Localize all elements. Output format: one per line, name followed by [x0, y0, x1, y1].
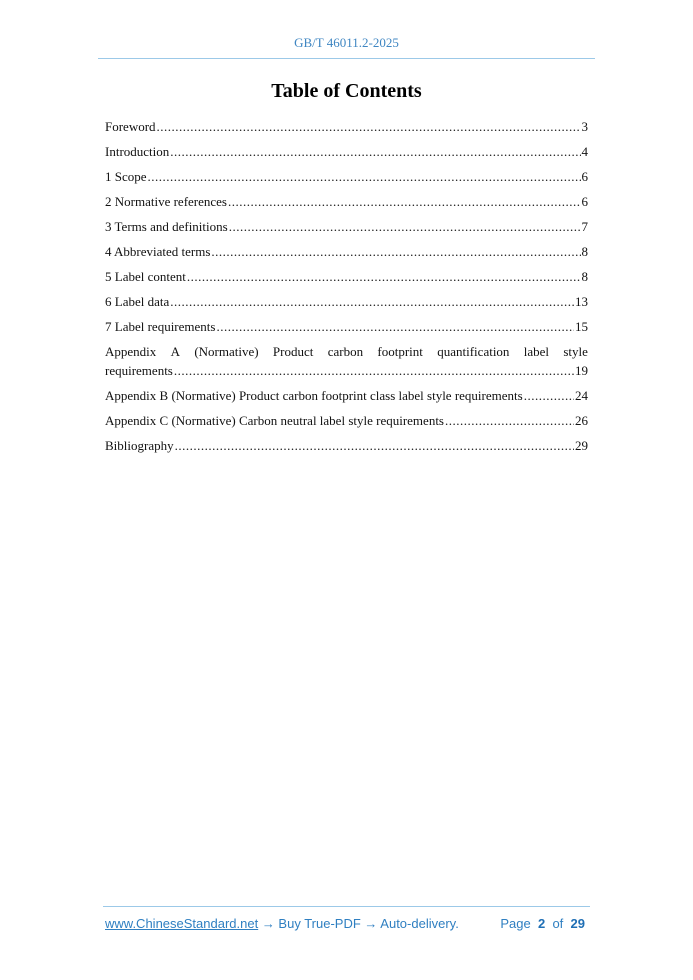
- toc-entry-label-data[interactable]: [105, 292, 588, 311]
- dot-leader: [170, 142, 580, 161]
- toc-entry-terms-definitions[interactable]: [105, 217, 588, 236]
- dot-leader: [211, 242, 580, 261]
- toc-entry-page: 3: [581, 119, 588, 134]
- word: style: [563, 344, 588, 359]
- footer-tagline: → Buy True-PDF → Auto-delivery.: [258, 916, 459, 931]
- toc-entry-label: 1 Scope: [105, 169, 147, 184]
- table-of-contents: [105, 117, 588, 461]
- toc-entry-page: 8: [581, 269, 588, 284]
- footer-promo: [105, 916, 459, 931]
- page-indicator: [500, 916, 585, 931]
- toc-entry-page: 6: [581, 169, 588, 184]
- dot-leader: [148, 167, 581, 186]
- total-pages-number: 29: [570, 916, 585, 931]
- dot-leader: [445, 411, 574, 430]
- toc-entry-scope[interactable]: [105, 167, 588, 186]
- dot-leader: [228, 192, 581, 211]
- word: quantification: [437, 344, 510, 359]
- toc-entry-label-content[interactable]: [105, 267, 588, 286]
- toc-entry-label: 2 Normative references: [105, 194, 227, 209]
- toc-entry-label: Bibliography: [105, 438, 174, 453]
- dot-leader: [157, 117, 581, 136]
- header-divider: [98, 58, 595, 59]
- toc-entry-label: 7 Label requirements: [105, 319, 216, 334]
- toc-entry-abbreviated-terms[interactable]: [105, 242, 588, 261]
- dot-leader: [174, 361, 574, 380]
- footer-divider: [103, 906, 590, 907]
- dot-leader: [187, 267, 581, 286]
- current-page-number: 2: [537, 916, 546, 931]
- word: Appendix: [105, 344, 157, 359]
- toc-entry-label: 4 Abbreviated terms: [105, 244, 211, 259]
- word: label: [523, 344, 550, 359]
- toc-entry-page: 7: [581, 219, 588, 234]
- toc-entry-label: Appendix B (Normative) Product carbon footprint class label style requirements: [105, 388, 523, 403]
- toc-entry-label-requirements[interactable]: [105, 317, 588, 336]
- word: A: [170, 344, 180, 359]
- toc-entry-page: 6: [581, 194, 588, 209]
- dot-leader: [216, 317, 574, 336]
- toc-entry-label: Introduction: [105, 144, 170, 159]
- page-footer: [105, 916, 585, 931]
- toc-entry-page: 13: [575, 294, 588, 309]
- toc-entry-label: 5 Label content: [105, 269, 186, 284]
- word: footprint: [377, 344, 423, 359]
- toc-entry-page: 19: [575, 363, 588, 378]
- dot-leader: [229, 217, 581, 236]
- toc-entry-normative-references[interactable]: [105, 192, 588, 211]
- page-label: Page: [500, 916, 531, 931]
- toc-entry-page: 24: [575, 388, 588, 403]
- dot-leader: [175, 436, 574, 455]
- toc-entry-label-line1: [105, 342, 588, 361]
- of-label: of: [552, 916, 564, 931]
- website-link[interactable]: www.ChineseStandard.net: [105, 916, 259, 931]
- page-title: Table of Contents: [271, 80, 422, 102]
- toc-entry-appendix-a[interactable]: [105, 342, 588, 380]
- toc-entry-page: 29: [575, 438, 588, 453]
- toc-entry-page: 26: [575, 413, 588, 428]
- word: Product: [272, 344, 314, 359]
- toc-entry-page: 8: [581, 244, 588, 259]
- toc-entry-label: requirements: [105, 363, 173, 378]
- word: (Normative): [194, 344, 259, 359]
- toc-entry-label: 6 Label data: [105, 294, 170, 309]
- standard-code-header: GB/T 46011.2-2025: [294, 35, 399, 50]
- toc-entry-appendix-c[interactable]: [105, 411, 588, 430]
- toc-entry-page: 4: [581, 144, 588, 159]
- dot-leader: [170, 292, 574, 311]
- toc-entry-page: 15: [575, 319, 588, 334]
- dot-leader: [524, 386, 574, 405]
- toc-entry-label: Foreword: [105, 119, 156, 134]
- toc-entry-foreword[interactable]: [105, 117, 588, 136]
- toc-entry-introduction[interactable]: [105, 142, 588, 161]
- toc-entry-appendix-b[interactable]: [105, 386, 588, 405]
- word: carbon: [327, 344, 364, 359]
- toc-entry-bibliography[interactable]: [105, 436, 588, 455]
- toc-entry-label: 3 Terms and definitions: [105, 219, 228, 234]
- toc-entry-label: Appendix C (Normative) Carbon neutral label style requirements: [105, 413, 444, 428]
- toc-entry-label-line2: [105, 361, 588, 380]
